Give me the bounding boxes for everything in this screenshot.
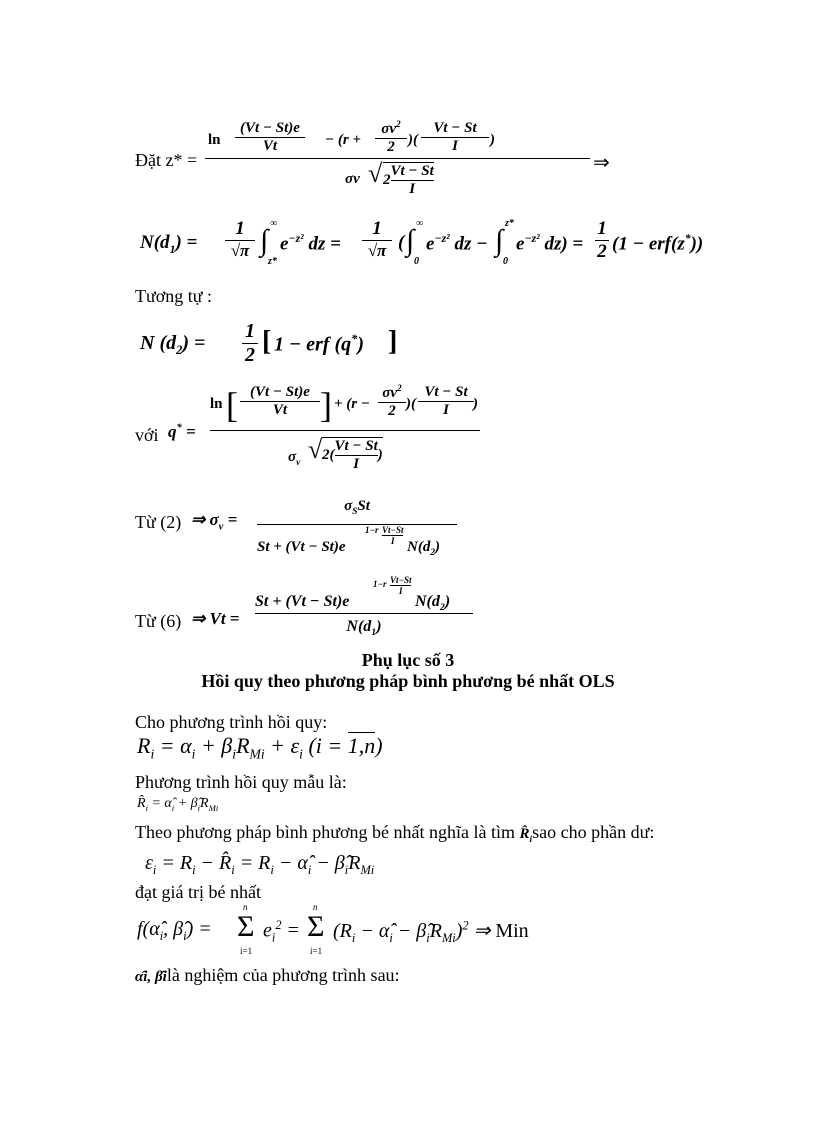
tu6-label: Từ (6) (135, 611, 182, 631)
la-nghiem-line: α̂i, β̂ilà nghiệm của phương trình sau: (135, 965, 400, 985)
cho-phuong-trinh: Cho phương trình hồi quy: (135, 712, 328, 732)
vt-equation: Từ (6) ⇒ Vt = St + (Vt − St)e 1−r Vt−St I $N(d_2)$ $N(d_1)$ (135, 575, 495, 647)
sigma-v-equation: Từ (2) ⇒ $\sigma_v$ = $\sigma_SSt$ St + (Vt − St)e 1−r Vt−St I $N(d_2)$ (135, 492, 475, 562)
n-d1-equation: $N(d_1)$ = 1 √π ∫ ∞ z* $e^{-z^2}$ dz = 1 √π ( ∫ ∞ 0 $e^{-z^2}$ dz − ∫ z* 0 $e^{-z^2}$ dz) = 1 2 (1 − erf(z*)) (140, 218, 704, 267)
q-star-equation: với q* = ln [ (Vt − St)e Vt ] + (r − $\sigma v^2$ 2 )( Vt − St I ) $\sigma_v$ √ 2( $\frac{Vt - St}{I}$ ) (135, 380, 495, 480)
implies-arrow: ⇒ (593, 152, 610, 174)
phuong-trinh-mau: Phương trình hồi quy mẫu là: (135, 772, 347, 792)
z-star-fraction: ln (Vt − St)e Vt − (r + $\sigma v^2$ 2 )( Vt − St I ) σv √ 2 $\frac{Vt - St}{I}$ (205, 120, 590, 199)
z-star-prefix: Đặt z* = (135, 150, 198, 170)
tu2-label: Từ (2) (135, 512, 182, 532)
appendix-subtitle: Hồi quy theo phương pháp bình phương bé nhất OLS (201, 671, 615, 691)
residual-equation: $\varepsilon_i = R_i$ − $R̂_i = R_i$ − $\alphâ_i$ − $\betâ_iR_{Mi}$ (145, 852, 375, 877)
appendix-title: Phụ lục số 3 (361, 650, 455, 670)
minimization-equation: $f(\alphâ_i$, $\betâ_i$) = Σ n i=1 $e_i^2$ = Σ n i=1 ($R_i$ − $\alphâ_i$ − $\betâ_iR_{Mi})^2$ ⇒ Min (137, 902, 529, 956)
n-d2-equation: N $(d_2)$ = 1 2 [ 1 − erf (q*) ] (140, 320, 398, 366)
dat-gia-tri: đạt giá trị bé nhất (135, 882, 261, 902)
voi-label: với (135, 425, 159, 445)
tuong-tu-label: Tương tự : (135, 286, 213, 306)
r-hat-symbol: $R̂_i$ (519, 826, 533, 845)
theo-phuong-phap: Theo phương pháp bình phương bé nhất nghĩa là tìm $R̂_isao$ cho phần dư: (135, 822, 655, 845)
alpha-beta-symbols: α̂i, β̂i (135, 969, 167, 985)
z-star-equation (135, 120, 695, 200)
regression-model-equation: $R_i = \alpha_i + \beta_iR_{Mi} + \varepsilon_i$ (i = 1,n) (137, 733, 383, 762)
sample-regression-equation: $R̂_i$ = $\alphâ_i$ + $\betâ_iR_{Mi}$ (137, 796, 219, 813)
